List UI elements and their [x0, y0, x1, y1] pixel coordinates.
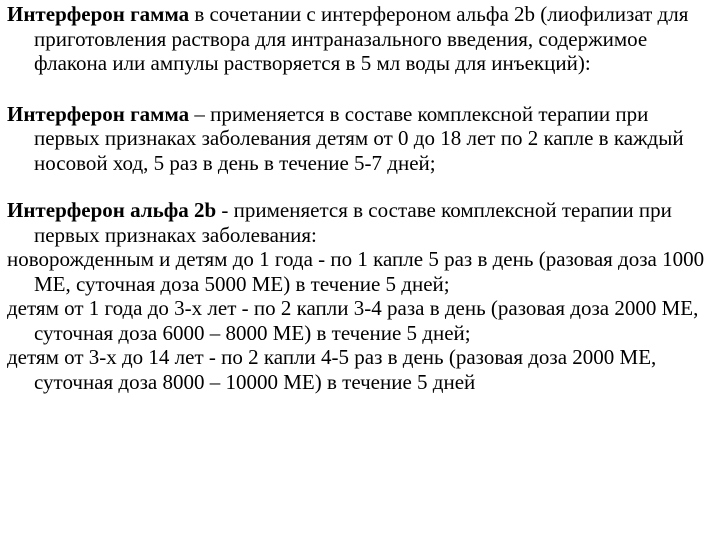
paragraph-text: - применяется в составе комплексной терапии при первых признаках заболевания:: [34, 198, 672, 247]
paragraph-text: новорожденным и детям до 1 года - по 1 капле 5 раз в день (разовая доза 1000 МЕ, суточная доза 5000 МЕ) в течение 5 дней;: [7, 247, 705, 296]
paragraph-3-14-years-dosage: [7, 345, 716, 394]
paragraph-text: детям от 1 года до 3-х лет - по 2 капли 3-4 раза в день (разовая доза 2000 МЕ, суточная доза 6000 – 8000 МЕ) в течение 5 дней;: [7, 296, 699, 345]
paragraph-text: – применяется в составе комплексной терапии при первых признаках заболевания детям от 0 до 18 лет по 2 капле в каждый носовой ход, 5 раз в день в течение 5-7 дней;: [34, 101, 684, 175]
drug-name-bold: Интерферон гамма: [7, 101, 190, 126]
drug-name-bold: Интерферон гамма: [7, 2, 190, 26]
paragraph-text: детям от 3-х до 14 лет - по 2 капли 4-5 раз в день (разовая доза 2000 МЕ, суточная доза 8000 – 10000 МЕ) в течение 5 дней: [7, 345, 657, 394]
drug-name-bold: Интерферон альфа 2b: [7, 198, 217, 222]
paragraph-newborn-dosage: [7, 247, 716, 296]
paragraph-1-3-years-dosage: [7, 296, 716, 345]
paragraph-interferon-gamma-dosage: [7, 102, 716, 176]
paragraph-interferon-alpha-intro: [7, 198, 716, 247]
paragraph-interferon-gamma-combination: [7, 2, 716, 76]
paragraph-text: в сочетании с интерфероном альфа 2b (лиофилизат для приготовления раствора для интраназального введения, содержимое флакона или ампулы растворяется в 5 мл воды для инъекций):: [34, 2, 689, 75]
